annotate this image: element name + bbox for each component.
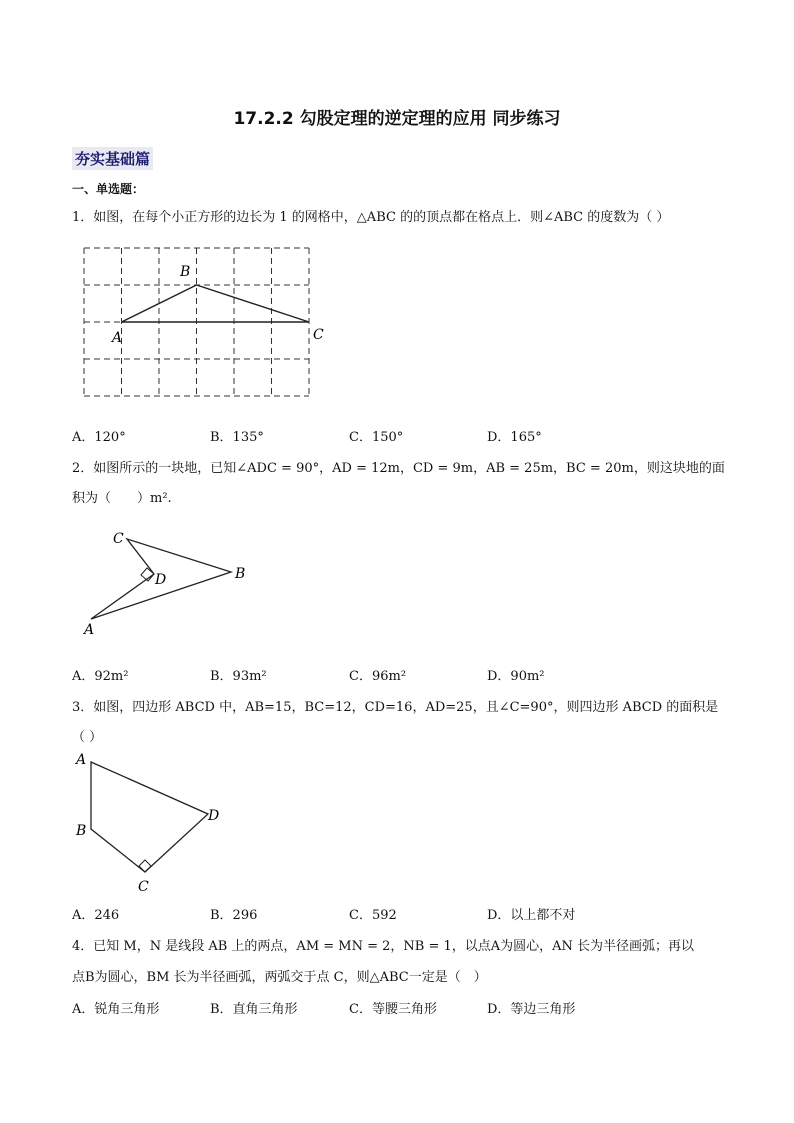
label-d: D <box>155 572 167 588</box>
label-c: C <box>113 531 124 547</box>
q2-text-line1: 2．如图所示的一块地，已知∠ADC = 90°，AD = 12m，CD = 9m，AB = 25m，BC = 20m，则这块地的面 <box>72 461 725 476</box>
label-b: B <box>76 823 87 839</box>
q4-option-b[interactable]: B．直角三角形 <box>210 1002 298 1017</box>
q3-text-line2: （ ） <box>72 730 103 745</box>
page-title: 17.2.2 勾股定理的逆定理的应用 同步练习 <box>233 109 561 129</box>
q3-figure <box>72 748 242 896</box>
q4-option-c[interactable]: C．等腰三角形 <box>349 1002 437 1017</box>
q4-option-d[interactable]: D．等边三角形 <box>487 1002 576 1017</box>
q2-text-line2: 积为（ ）m². <box>72 491 172 506</box>
q1-text: 1．如图，在每个小正方形的边长为 1 的网格中，△ABC 的的顶点都在格点上．则∠ABC 的度数为（ ） <box>72 210 670 225</box>
right-angle-mark <box>139 860 151 872</box>
q3-option-c[interactable]: C．592 <box>349 908 397 923</box>
q2-option-a[interactable]: A．92m² <box>72 669 129 684</box>
q4-text-line1: 4．已知 M，N 是线段 AB 上的两点，AM = MN = 2，NB = 1，以点A为圆心，AN 长为半径画弧；再以 <box>72 939 695 954</box>
q3-text-line1: 3．如图，四边形 ABCD 中，AB=15，BC=12，CD=16，AD=25，且∠C=90°，则四边形 ABCD 的面积是 <box>72 700 719 715</box>
subsection-heading: 一、单选题： <box>72 182 145 196</box>
q1-option-c[interactable]: C．150° <box>349 430 404 445</box>
q4-text-line2: 点B为圆心，BM 长为半径画弧，两弧交于点 C，则△ABC一定是（ ） <box>72 970 487 985</box>
q1-grid-figure <box>80 246 340 406</box>
label-b: B <box>180 264 191 280</box>
q3-option-d[interactable]: D．以上都不对 <box>487 908 576 923</box>
section-heading: 夯实基础篇 <box>72 147 153 170</box>
q1-option-d[interactable]: D．165° <box>487 430 542 445</box>
q3-option-b[interactable]: B．296 <box>210 908 258 923</box>
label-b: B <box>235 566 246 582</box>
label-c: C <box>313 327 324 343</box>
q1-option-b[interactable]: B．135° <box>210 430 264 445</box>
label-d: D <box>208 808 220 824</box>
q4-option-a[interactable]: A．锐角三角形 <box>72 1002 160 1017</box>
q2-option-d[interactable]: D．90m² <box>487 669 545 684</box>
label-c: C <box>138 879 149 895</box>
q3-option-a[interactable]: A．246 <box>72 908 120 923</box>
q2-option-b[interactable]: B．93m² <box>210 669 267 684</box>
label-a: A <box>84 622 95 638</box>
q2-figure <box>80 528 260 643</box>
label-a: A <box>112 330 123 346</box>
q2-option-c[interactable]: C．96m² <box>349 669 407 684</box>
quadrilateral-abcd <box>91 762 208 872</box>
triangle-abc <box>122 285 310 322</box>
q1-option-a[interactable]: A．120° <box>72 430 126 445</box>
label-a: A <box>76 752 87 768</box>
